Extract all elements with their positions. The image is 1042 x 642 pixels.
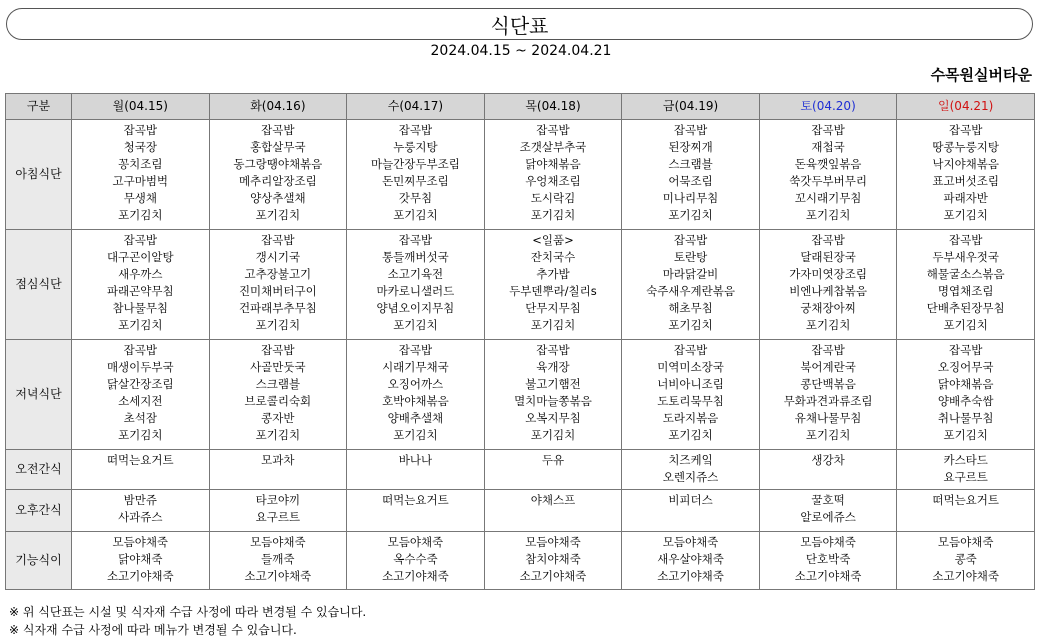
menu-cell xyxy=(897,120,1035,230)
menu-item: 사골만둣국 xyxy=(250,360,306,374)
menu-cell xyxy=(347,450,485,490)
menu-item: 육개장 xyxy=(536,360,570,374)
note-line: ※ 위 식단표는 시설 및 식자재 수급 사정에 따라 변경될 수 있습니다. xyxy=(9,605,367,619)
meal-row-label: 기능식이 xyxy=(6,532,72,590)
menu-cell xyxy=(209,340,347,450)
menu-item: 포기김치 xyxy=(393,208,438,222)
menu-item: 소고기육전 xyxy=(387,267,444,281)
menu-item: 포기김치 xyxy=(255,428,301,442)
meal-row-label: 저녁식단 xyxy=(6,340,72,450)
menu-item: 누룽지탕 xyxy=(393,140,438,154)
menu-item: 초석잠 xyxy=(123,411,157,425)
menu-cell xyxy=(897,230,1035,340)
menu-cell xyxy=(347,340,485,450)
menu-cell xyxy=(72,340,210,450)
menu-item: 양배추숙쌈 xyxy=(937,394,994,408)
menu-item: 모듬야채죽 xyxy=(525,535,581,549)
menu-item: 토란탕 xyxy=(673,250,708,264)
menu-cell xyxy=(897,340,1035,450)
menu-cell xyxy=(897,532,1035,590)
menu-item: 떠먹는요거트 xyxy=(106,453,174,467)
menu-item: 떠먹는요거트 xyxy=(932,493,1000,507)
menu-item: 포기김치 xyxy=(668,208,713,222)
menu-item: 잔치국수 xyxy=(530,250,576,264)
menu-item: 꽁치조림 xyxy=(118,157,163,171)
menu-item: 모듬야채죽 xyxy=(387,535,444,549)
organization-name: 수목원실버타운 xyxy=(930,66,1032,84)
menu-item: 오징어까스 xyxy=(387,377,444,391)
menu-item: 포기김치 xyxy=(530,428,576,442)
menu-item: 알로에쥬스 xyxy=(800,510,856,524)
menu-item: 포기김치 xyxy=(393,428,438,442)
menu-item: 모듬야채죽 xyxy=(112,535,169,549)
menu-cell xyxy=(484,340,622,450)
menu-item: 두유 xyxy=(541,453,565,467)
menu-item: 포기김치 xyxy=(530,318,576,332)
menu-item: 요구르트 xyxy=(943,470,988,484)
menu-item: 모듬야채죽 xyxy=(800,535,856,549)
menu-item: 파래자반 xyxy=(943,191,988,205)
menu-item: 떠먹는요거트 xyxy=(382,493,449,507)
menu-item: 소고기야채죽 xyxy=(519,569,587,583)
menu-item: 콩단백볶음 xyxy=(800,377,856,391)
menu-cell xyxy=(622,490,760,532)
menu-item: 잡곡밥 xyxy=(811,233,845,247)
menu-item: 포기김치 xyxy=(943,318,988,332)
menu-item: 달래된장국 xyxy=(800,250,856,264)
menu-item: 해물굴소스볶음 xyxy=(926,267,1005,281)
menu-item: 잡곡밥 xyxy=(949,123,983,137)
menu-item: 멸치마늘쫑볶음 xyxy=(514,394,592,408)
menu-item: 양념오이지무침 xyxy=(376,301,455,315)
menu-item: 잡곡밥 xyxy=(536,123,570,137)
menu-item: 쑥갓두부버무리 xyxy=(789,174,867,188)
menu-item: 갱시기국 xyxy=(255,250,301,264)
menu-item: 콩자반 xyxy=(261,411,295,425)
menu-item: 소고기야채죽 xyxy=(382,569,449,583)
menu-item: 사과쥬스 xyxy=(118,510,163,524)
menu-cell xyxy=(759,490,897,532)
menu-item: 새우살야채죽 xyxy=(657,552,724,566)
menu-cell xyxy=(209,450,347,490)
meal-row-label: 아침식단 xyxy=(6,120,72,230)
menu-item: 잡곡밥 xyxy=(673,233,708,247)
menu-item: 타코야끼 xyxy=(255,493,301,507)
menu-item: 도시락김 xyxy=(530,191,576,205)
menu-item: 파래곤약무침 xyxy=(106,284,174,298)
menu-item: 돈민찌무조림 xyxy=(382,174,449,188)
menu-item: 미나리무침 xyxy=(662,191,719,205)
menu-cell xyxy=(622,120,760,230)
menu-item: 너비아니조림 xyxy=(657,377,724,391)
menu-item: 홍합살무국 xyxy=(250,140,306,154)
menu-item: 마라닭갈비 xyxy=(662,267,719,281)
menu-item: 두부덴뿌라/칠리s xyxy=(509,284,597,298)
notes xyxy=(9,603,366,639)
menu-item: 꿀호떡 xyxy=(811,493,845,507)
menu-cell xyxy=(484,532,622,590)
header-day: 월(04.15) xyxy=(72,94,210,120)
menu-cell xyxy=(209,532,347,590)
menu-cell xyxy=(347,230,485,340)
menu-item: 닭야채볶음 xyxy=(525,157,581,171)
menu-item: 두부새우젓국 xyxy=(932,250,1000,264)
menu-item: 포기김치 xyxy=(118,428,163,442)
menu-item: 미역미소장국 xyxy=(657,360,724,374)
menu-item: 잡곡밥 xyxy=(123,233,157,247)
menu-item: 단배추된장무침 xyxy=(926,301,1005,315)
menu-cell xyxy=(622,532,760,590)
menu-item: 재첩국 xyxy=(811,140,845,154)
page-title: 식단표 xyxy=(490,13,549,38)
menu-item: 취나물무침 xyxy=(937,411,994,425)
menu-cell xyxy=(759,340,897,450)
menu-cell xyxy=(622,450,760,490)
menu-cell xyxy=(347,490,485,532)
menu-item: 야채스프 xyxy=(530,493,576,507)
menu-cell xyxy=(622,340,760,450)
menu-item: 잡곡밥 xyxy=(261,343,295,357)
menu-item: 불고기햄전 xyxy=(525,377,581,391)
menu-body xyxy=(6,120,1035,590)
menu-item: 가자미엿장조림 xyxy=(789,267,867,281)
menu-item: 도라지볶음 xyxy=(662,411,719,425)
menu-item: 북어계란국 xyxy=(800,360,856,374)
menu-item: 땅콩누룽지탕 xyxy=(932,140,1000,154)
menu-item: 비엔나케찹볶음 xyxy=(789,284,867,298)
menu-cell xyxy=(347,532,485,590)
menu-item: 도토리묵무침 xyxy=(657,394,724,408)
menu-item: 잡곡밥 xyxy=(123,123,157,137)
menu-item: 소고기야채죽 xyxy=(794,569,862,583)
menu-item: 잡곡밥 xyxy=(811,123,845,137)
menu-item: 잡곡밥 xyxy=(536,343,570,357)
menu-cell xyxy=(209,230,347,340)
menu-item: 잡곡밥 xyxy=(811,343,845,357)
meal-row xyxy=(6,450,1035,490)
menu-item: 매생이두부국 xyxy=(106,360,174,374)
note-line: ※ 식자재 수급 사정에 따라 메뉴가 변경될 수 있습니다. xyxy=(9,623,297,637)
menu-item: 닭야채볶음 xyxy=(937,377,994,391)
menu-item: 모듬야채죽 xyxy=(250,535,306,549)
date-range: 2024.04.15 ~ 2024.04.21 xyxy=(430,43,612,59)
menu-item: 양상추샐채 xyxy=(250,191,306,205)
menu-item: 참치야채죽 xyxy=(525,552,581,566)
menu-cell xyxy=(209,120,347,230)
menu-item: 진미채버터구이 xyxy=(238,284,317,298)
menu-item: 포기김치 xyxy=(118,318,163,332)
menu-item: 닭야채죽 xyxy=(118,552,163,566)
menu-item: 모과차 xyxy=(261,453,295,467)
menu-item: 잡곡밥 xyxy=(949,343,983,357)
menu-cell xyxy=(759,120,897,230)
menu-item: 잡곡밥 xyxy=(398,233,433,247)
menu-item: 오징어무국 xyxy=(937,360,994,374)
menu-item: 소고기야채죽 xyxy=(106,569,174,583)
menu-item: 요구르트 xyxy=(255,510,301,524)
menu-cell xyxy=(759,532,897,590)
menu-item: 포기김치 xyxy=(805,428,851,442)
meal-row-label: 점심식단 xyxy=(6,230,72,340)
menu-item: 잡곡밥 xyxy=(261,233,295,247)
menu-cell xyxy=(484,490,622,532)
header-day: 수(04.17) xyxy=(347,94,485,120)
menu-item: 명엽채조림 xyxy=(937,284,994,298)
meal-row xyxy=(6,120,1035,230)
menu-cell xyxy=(72,230,210,340)
menu-item: 마늘간장두부조림 xyxy=(370,157,460,171)
menu-item: 옥수수죽 xyxy=(393,552,438,566)
menu-cell xyxy=(72,490,210,532)
menu-cell xyxy=(759,230,897,340)
menu-item: 치즈케잌 xyxy=(668,453,713,467)
menu-item: 포기김치 xyxy=(393,318,438,332)
menu-item: 포기김치 xyxy=(943,428,988,442)
header-category: 구분 xyxy=(6,94,72,120)
menu-item: 건파래부추무침 xyxy=(238,301,317,315)
menu-item: 포기김치 xyxy=(118,208,163,222)
menu-item: 새우까스 xyxy=(118,267,163,281)
menu-item: 소고기야채죽 xyxy=(244,569,312,583)
header-day: 목(04.18) xyxy=(484,94,622,120)
menu-cell xyxy=(347,120,485,230)
menu-item: 마카로니샐러드 xyxy=(376,284,455,298)
meal-row xyxy=(6,490,1035,532)
menu-cell xyxy=(72,450,210,490)
menu-item: 대구곤이알탕 xyxy=(106,250,174,264)
menu-item: 닭살간장조림 xyxy=(106,377,174,391)
menu-item: 스크램블 xyxy=(255,377,301,391)
menu-item: 단호박죽 xyxy=(805,552,851,566)
menu-item: 소고기야채죽 xyxy=(932,569,1000,583)
menu-item: 포기김치 xyxy=(805,318,851,332)
menu-cell xyxy=(622,230,760,340)
menu-item: 바나나 xyxy=(398,453,433,467)
menu-item: 밤만쥬 xyxy=(123,493,157,507)
menu-item: 청국장 xyxy=(123,140,157,154)
menu-item: 단무지무침 xyxy=(525,301,581,315)
meal-row xyxy=(6,230,1035,340)
menu-item: 잡곡밥 xyxy=(261,123,295,137)
menu-item: 들깨죽 xyxy=(261,552,295,566)
menu-item: 시래기무채국 xyxy=(382,360,449,374)
menu-item: 궁채장아찌 xyxy=(800,301,856,315)
menu-item: 무생채 xyxy=(123,191,157,205)
menu-item: 조갯살부추국 xyxy=(519,140,587,154)
header-day: 금(04.19) xyxy=(622,94,760,120)
menu-item: 오복지무침 xyxy=(525,411,581,425)
meal-row xyxy=(6,340,1035,450)
menu-item: 모듬야채죽 xyxy=(937,535,994,549)
menu-item: 우엉채조림 xyxy=(525,174,581,188)
menu-item: 브로콜리숙회 xyxy=(244,394,312,408)
menu-item: 포기김치 xyxy=(668,428,713,442)
menu-item: 어묵조림 xyxy=(668,174,713,188)
menu-item: 잡곡밥 xyxy=(949,233,983,247)
menu-item: 추가밥 xyxy=(536,267,570,281)
menu-item: 메추리알장조림 xyxy=(238,174,317,188)
menu-item: <일품> xyxy=(532,233,574,247)
menu-item: 숙주새우계란볶음 xyxy=(646,284,735,298)
menu-item: 소세지전 xyxy=(118,394,163,408)
menu-item: 콩죽 xyxy=(954,552,977,566)
menu-item: 낙지야채볶음 xyxy=(932,157,1000,171)
menu-item: 고추장불고기 xyxy=(244,267,312,281)
menu-item: 오렌지쥬스 xyxy=(662,470,719,484)
meal-row-label: 오전간식 xyxy=(6,450,72,490)
header-day: 토(04.20) xyxy=(759,94,897,120)
menu-item: 동그랑땡야채볶음 xyxy=(233,157,323,171)
menu-item: 포기김치 xyxy=(805,208,851,222)
menu-item: 포기김치 xyxy=(530,208,576,222)
menu-item: 갓무침 xyxy=(398,191,433,205)
menu-item: 포기김치 xyxy=(255,318,301,332)
menu-item: 포기김치 xyxy=(255,208,301,222)
menu-item: 모듬야채죽 xyxy=(662,535,719,549)
menu-item: 호박야채볶음 xyxy=(382,394,449,408)
menu-item: 통들깨버섯국 xyxy=(382,250,449,264)
header-row xyxy=(6,94,1035,120)
meal-row-label: 오후간식 xyxy=(6,490,72,532)
menu-item: 잡곡밥 xyxy=(398,123,433,137)
menu-cell xyxy=(897,450,1035,490)
menu-item: 참나물무침 xyxy=(112,301,169,315)
menu-cell xyxy=(484,230,622,340)
menu-item: 꼬시래기무침 xyxy=(794,191,862,205)
menu-item: 무화과견과류조림 xyxy=(783,394,873,408)
menu-item: 고구마범벅 xyxy=(112,174,169,188)
menu-item: 스크램블 xyxy=(668,157,713,171)
menu-item: 포기김치 xyxy=(668,318,713,332)
menu-item: 잡곡밥 xyxy=(398,343,433,357)
menu-item: 양배추샐채 xyxy=(387,411,444,425)
menu-cell xyxy=(209,490,347,532)
menu-cell xyxy=(72,120,210,230)
menu-item: 포기김치 xyxy=(943,208,988,222)
menu-item: 카스타드 xyxy=(943,453,988,467)
header-day: 일(04.21) xyxy=(897,94,1035,120)
menu-item: 돈육깻잎볶음 xyxy=(794,157,862,171)
menu-cell xyxy=(484,450,622,490)
menu-cell xyxy=(897,490,1035,532)
title-box xyxy=(6,8,1033,40)
menu-item: 유채나물무침 xyxy=(794,411,862,425)
menu-table xyxy=(5,93,1035,590)
menu-item: 소고기야채죽 xyxy=(657,569,724,583)
menu-item: 생강차 xyxy=(811,453,845,467)
menu-item: 표고버섯조림 xyxy=(932,174,1000,188)
menu-cell xyxy=(759,450,897,490)
menu-item: 잡곡밥 xyxy=(123,343,157,357)
meal-row xyxy=(6,532,1035,590)
menu-item: 비피더스 xyxy=(668,493,713,507)
menu-cell xyxy=(484,120,622,230)
menu-item: 잡곡밥 xyxy=(673,123,708,137)
header-day: 화(04.16) xyxy=(209,94,347,120)
menu-item: 된장찌개 xyxy=(668,140,713,154)
menu-item: 잡곡밥 xyxy=(673,343,708,357)
menu-item: 해초무침 xyxy=(668,301,713,315)
menu-cell xyxy=(72,532,210,590)
